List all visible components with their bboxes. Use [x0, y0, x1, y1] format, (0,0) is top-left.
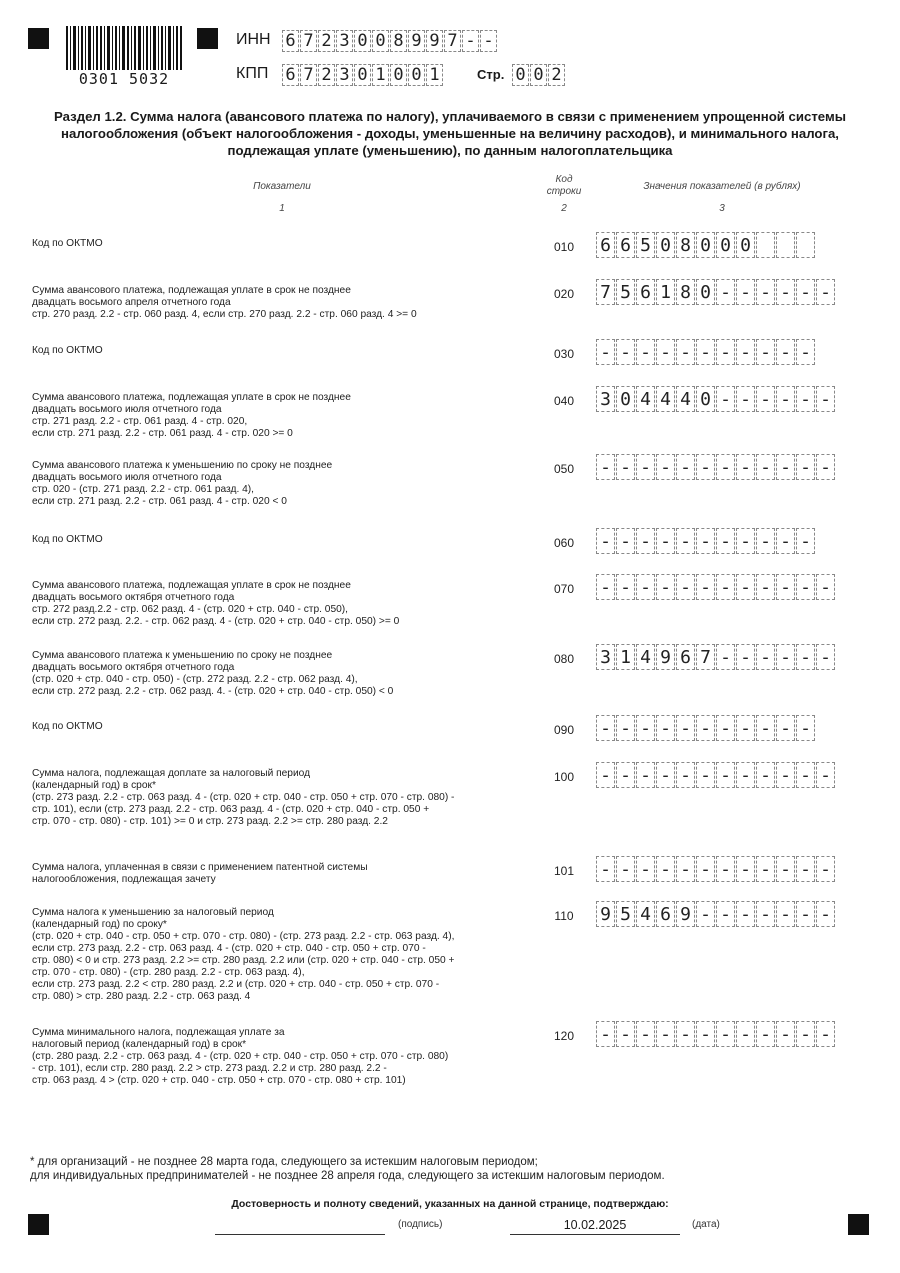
value-cell[interactable]: - [656, 1021, 675, 1047]
value-cell[interactable]: - [756, 762, 775, 788]
value-cell[interactable]: - [796, 528, 815, 554]
value-cell[interactable]: - [676, 339, 695, 365]
inn-cell[interactable]: 6 [282, 30, 299, 52]
row-101-description: Сумма налога, уплаченная в связи с применением патентной системы налогообложения, подлежащая зачету [32, 862, 368, 885]
value-cell[interactable]: 0 [656, 232, 675, 258]
value-cell[interactable]: 6 [676, 644, 695, 670]
value-cell[interactable]: - [716, 644, 735, 670]
value-cell[interactable]: - [816, 574, 835, 600]
confirmation-text: Достоверность и полноту сведений, указанных на данной странице, подтверждаю: [231, 1198, 669, 1210]
value-cell[interactable]: - [676, 574, 695, 600]
value-cell[interactable]: - [756, 454, 775, 480]
inn-cell[interactable]: 3 [336, 30, 353, 52]
row-080-value-field[interactable] [596, 644, 836, 670]
value-cell[interactable]: 4 [676, 386, 695, 412]
value-cell[interactable]: - [716, 574, 735, 600]
row-040-description: Сумма авансового платежа, подлежащая уплате в срок не позднее двадцать восьмого июля отчетного года стр. 271 разд. 2.2 - стр. 061 разд. 4 - стр. 020, если стр. 271 разд. 2.2 - стр. 061 разд. 4 - стр. 020 >= 0 [32, 392, 351, 439]
value-cell[interactable]: - [756, 1021, 775, 1047]
value-cell[interactable]: - [636, 1021, 655, 1047]
value-cell[interactable]: - [776, 279, 795, 305]
value-cell[interactable]: 1 [616, 644, 635, 670]
value-cell[interactable]: 6 [616, 232, 635, 258]
row-070-code: 070 [553, 582, 575, 596]
value-cell[interactable]: - [616, 762, 635, 788]
value-cell[interactable]: - [736, 901, 755, 927]
value-cell[interactable]: - [676, 715, 695, 741]
value-cell[interactable]: - [676, 528, 695, 554]
value-cell[interactable]: 6 [656, 901, 675, 927]
value-cell[interactable]: - [736, 528, 755, 554]
row-101-value-field[interactable] [596, 856, 836, 882]
value-cell[interactable]: - [696, 339, 715, 365]
value-cell[interactable]: - [776, 762, 795, 788]
row-060-description: Код по ОКТМО [32, 534, 103, 545]
value-cell[interactable]: - [716, 454, 735, 480]
value-cell[interactable]: - [656, 762, 675, 788]
value-cell[interactable]: - [776, 715, 795, 741]
value-cell[interactable]: - [736, 644, 755, 670]
row-030-code: 030 [553, 347, 575, 361]
kpp-cell[interactable]: 0 [390, 64, 407, 86]
row-100-description: Сумма налога, подлежащая доплате за налоговый период (календарный год) в срок* (стр. 273 разд. 2.2 - стр. 063 разд. 4 - (стр. 020 + стр. 040 - стр. 050 + стр. 070 - стр. 080) - стр. 101), если (стр. 273 разд. 2.2 - стр. 063 разд. 4 - (стр. 020 + стр. 040 - стр. 050 + стр. 070 - стр. 080) - стр. 101) >= 0 и стр. 273 разд. 2.2 >= стр. 280 разд. 2.2 [32, 768, 455, 827]
value-cell[interactable]: - [736, 279, 755, 305]
value-cell[interactable]: - [756, 856, 775, 882]
inn-cell[interactable]: - [462, 30, 479, 52]
value-cell[interactable]: - [736, 715, 755, 741]
row-030-description: Код по ОКТМО [32, 345, 103, 356]
row-050-description: Сумма авансового платежа к уменьшению по сроку не позднее двадцать восьмого июля отчетного года стр. 020 - (стр. 271 разд. 2.2 - стр. 061 разд. 4), если стр. 271 разд. 2.2 - стр. 061 разд. 4 - стр. 020 < 0 [32, 460, 333, 507]
value-cell[interactable]: - [636, 715, 655, 741]
date-line [510, 1234, 680, 1235]
page-cell[interactable]: 0 [512, 64, 529, 86]
value-cell[interactable]: - [676, 1021, 695, 1047]
value-cell[interactable]: - [596, 528, 615, 554]
value-cell[interactable]: 0 [696, 279, 715, 305]
value-cell[interactable]: - [796, 762, 815, 788]
inn-cell[interactable]: 9 [408, 30, 425, 52]
value-cell[interactable]: 8 [676, 279, 695, 305]
value-cell[interactable]: - [716, 1021, 735, 1047]
inn-label: ИНН [236, 31, 271, 48]
value-cell[interactable]: - [756, 339, 775, 365]
value-cell[interactable]: - [596, 574, 615, 600]
row-070-description: Сумма авансового платежа, подлежащая уплате в срок не позднее двадцать восьмого октября отчетного года стр. 272 разд.2.2 - стр. 062 разд. 4 - (стр. 020 + стр. 040 - стр. 050), если стр. 272 разд. 2.2. - стр. 062 разд. 4 - (стр. 020 + стр. 040 - стр. 050) >= 0 [32, 580, 400, 627]
value-cell[interactable]: 0 [736, 232, 755, 258]
value-cell[interactable]: - [656, 856, 675, 882]
column-header-code: Код строки [546, 174, 582, 197]
value-cell[interactable]: - [596, 856, 615, 882]
value-cell[interactable]: 5 [616, 901, 635, 927]
value-cell[interactable]: - [716, 856, 735, 882]
value-cell[interactable]: - [596, 454, 615, 480]
value-cell[interactable]: - [796, 279, 815, 305]
kpp-cell[interactable]: 0 [354, 64, 371, 86]
value-cell[interactable]: - [756, 386, 775, 412]
value-cell[interactable]: - [636, 454, 655, 480]
page-cell[interactable]: 2 [548, 64, 565, 86]
value-cell[interactable] [756, 232, 775, 258]
value-cell[interactable]: - [796, 386, 815, 412]
value-cell[interactable]: - [656, 339, 675, 365]
section-title: Раздел 1.2. Сумма налога (авансового платежа по налогу), уплачиваемого в связи с применением упрощенной системы налогообложения (объект налогообложения - доходы, уменьшенные на величину расходов), и минимального налога, подлежащая уплате (уменьшению), по данным налогоплательщика [54, 109, 846, 158]
value-cell[interactable]: - [816, 901, 835, 927]
corner-marker-bottom-left [28, 1214, 49, 1235]
date-caption: (дата) [692, 1219, 720, 1230]
value-cell[interactable]: - [776, 574, 795, 600]
kpp-cell[interactable]: 7 [300, 64, 317, 86]
kpp-cell[interactable]: 0 [408, 64, 425, 86]
value-cell[interactable]: 6 [596, 232, 615, 258]
column-header-indicators: Показатели [253, 181, 311, 192]
value-cell[interactable]: - [716, 762, 735, 788]
value-cell[interactable]: - [656, 454, 675, 480]
value-cell[interactable]: - [616, 1021, 635, 1047]
value-cell[interactable]: - [796, 339, 815, 365]
value-cell[interactable]: - [816, 386, 835, 412]
value-cell[interactable]: - [636, 574, 655, 600]
value-cell[interactable]: - [776, 901, 795, 927]
value-cell[interactable]: - [676, 856, 695, 882]
value-cell[interactable]: - [796, 454, 815, 480]
value-cell[interactable] [796, 232, 815, 258]
value-cell[interactable]: - [696, 901, 715, 927]
date-value: 10.02.2025 [563, 1218, 627, 1232]
value-cell[interactable]: - [696, 715, 715, 741]
row-020-value-field[interactable] [596, 279, 836, 305]
value-cell[interactable]: - [656, 715, 675, 741]
value-cell[interactable]: - [616, 339, 635, 365]
value-cell[interactable]: - [696, 528, 715, 554]
value-cell[interactable]: 3 [596, 386, 615, 412]
column-header-code-num: 2 [561, 203, 567, 214]
value-cell[interactable]: - [776, 1021, 795, 1047]
inn-cell[interactable]: 2 [318, 30, 335, 52]
row-020-code: 020 [553, 287, 575, 301]
column-header-indicators-num: 1 [279, 203, 285, 214]
value-cell[interactable]: 9 [596, 901, 615, 927]
value-cell[interactable]: - [736, 574, 755, 600]
value-cell[interactable]: - [816, 279, 835, 305]
row-100-code: 100 [553, 770, 575, 784]
value-cell[interactable]: - [776, 528, 795, 554]
value-cell[interactable]: - [816, 454, 835, 480]
value-cell[interactable]: - [816, 762, 835, 788]
value-cell[interactable]: - [636, 762, 655, 788]
value-cell[interactable]: - [756, 901, 775, 927]
value-cell[interactable]: - [776, 339, 795, 365]
value-cell[interactable]: - [696, 574, 715, 600]
inn-cell[interactable]: - [480, 30, 497, 52]
kpp-cell[interactable]: 6 [282, 64, 299, 86]
value-cell[interactable]: - [656, 574, 675, 600]
value-cell[interactable]: - [696, 1021, 715, 1047]
column-header-values: Значения показателей (в рублях) [643, 181, 801, 192]
row-110-value-field[interactable] [596, 901, 836, 927]
value-cell[interactable]: - [636, 339, 655, 365]
row-040-code: 040 [553, 394, 575, 408]
value-cell[interactable]: - [676, 454, 695, 480]
corner-marker-top-left [28, 28, 49, 49]
corner-marker-bottom-right [848, 1214, 869, 1235]
page-cell[interactable]: 0 [530, 64, 547, 86]
value-cell[interactable]: - [596, 339, 615, 365]
value-cell[interactable]: 5 [636, 232, 655, 258]
inn-cell[interactable]: 8 [390, 30, 407, 52]
value-cell[interactable]: 3 [596, 644, 615, 670]
value-cell[interactable]: 5 [616, 279, 635, 305]
kpp-label: КПП [236, 65, 269, 82]
value-cell[interactable]: - [696, 454, 715, 480]
inn-cell[interactable]: 0 [354, 30, 371, 52]
value-cell[interactable]: 0 [616, 386, 635, 412]
column-header-values-num: 3 [719, 203, 725, 214]
value-cell[interactable]: - [596, 1021, 615, 1047]
value-cell[interactable]: - [776, 644, 795, 670]
row-040-value-field[interactable] [596, 386, 836, 412]
value-cell[interactable]: - [736, 454, 755, 480]
value-cell[interactable]: - [716, 279, 735, 305]
value-cell[interactable]: - [616, 856, 635, 882]
value-cell[interactable]: - [736, 339, 755, 365]
row-110-description: Сумма налога к уменьшению за налоговый период (календарный год) по сроку* (стр. 020 + стр. 040 - стр. 050 + стр. 070 - стр. 080) - (стр. 273 разд. 2.2 - стр. 063 разд. 4), если стр. 273 разд. 2.2 - стр. 063 разд. 4 - (стр. 020 + стр. 040 - стр. 050 + стр. 070 - стр. 080) < 0 и стр. 273 разд. 2.2 >= стр. 280 разд. 2.2 или (стр. 020 + стр. 040 - стр. 050 + стр. 070 - стр. 080) - (стр. 280 разд. 2.2 - стр. 063 разд. 4), если стр. 273 разд. 2.2 < стр. 280 разд. 2.2 и (стр. 020 + стр. 040 - стр. 050 + стр. 070 - стр. 080) > стр. 280 разд. 2.2 - стр. 063 разд. 4 [32, 907, 455, 1002]
value-cell[interactable]: - [756, 644, 775, 670]
row-100-value-field[interactable] [596, 762, 836, 788]
value-cell[interactable]: - [796, 856, 815, 882]
value-cell[interactable]: - [816, 856, 835, 882]
value-cell[interactable]: - [816, 1021, 835, 1047]
value-cell[interactable] [776, 232, 795, 258]
row-120-code: 120 [553, 1029, 575, 1043]
row-010-value-field[interactable] [596, 232, 816, 258]
kpp-cell[interactable]: 3 [336, 64, 353, 86]
row-080-description: Сумма авансового платежа к уменьшению по сроку не позднее двадцать восьмого октября отчетного года (стр. 020 + стр. 040 - стр. 050) - (стр. 272 разд. 2.2 - стр. 062 разд. 4), если стр. 272 разд. 2.2 - стр. 062 разд. 4. - (стр. 020 + стр. 040 - стр. 050) < 0 [32, 650, 394, 697]
signature-line[interactable] [215, 1234, 385, 1235]
inn-cell[interactable]: 9 [426, 30, 443, 52]
value-cell[interactable]: - [736, 762, 755, 788]
value-cell[interactable]: - [676, 762, 695, 788]
row-110-code: 110 [554, 909, 574, 923]
value-cell[interactable]: - [616, 574, 635, 600]
value-cell[interactable]: - [816, 644, 835, 670]
inn-field [282, 30, 498, 52]
value-cell[interactable]: - [616, 715, 635, 741]
value-cell[interactable]: - [716, 715, 735, 741]
row-010-code: 010 [553, 240, 575, 254]
barcode [66, 26, 182, 70]
value-cell[interactable]: 7 [596, 279, 615, 305]
value-cell[interactable]: - [776, 856, 795, 882]
value-cell[interactable]: 4 [636, 901, 655, 927]
value-cell[interactable]: - [756, 715, 775, 741]
value-cell[interactable]: 8 [676, 232, 695, 258]
value-cell[interactable]: - [636, 528, 655, 554]
value-cell[interactable]: - [796, 715, 815, 741]
row-050-code: 050 [553, 462, 575, 476]
row-020-description: Сумма авансового платежа, подлежащая уплате в срок не позднее двадцать восьмого апреля отчетного года стр. 270 разд. 2.2 - стр. 060 разд. 4, если стр. 270 разд. 2.2 - стр. 060 разд. 4 >= 0 [32, 285, 417, 320]
page-number-field [512, 64, 566, 86]
signature-caption: (подпись) [398, 1219, 443, 1230]
row-090-code: 090 [553, 723, 575, 737]
value-cell[interactable]: - [736, 386, 755, 412]
kpp-cell[interactable]: 2 [318, 64, 335, 86]
value-cell[interactable]: - [596, 762, 615, 788]
value-cell[interactable]: - [716, 528, 735, 554]
row-101-code: 101 [553, 864, 575, 878]
value-cell[interactable]: 6 [636, 279, 655, 305]
row-120-value-field[interactable] [596, 1021, 836, 1047]
row-080-code: 080 [553, 652, 575, 666]
value-cell[interactable]: 4 [656, 386, 675, 412]
inn-cell[interactable]: 0 [372, 30, 389, 52]
value-cell[interactable]: - [796, 574, 815, 600]
corner-marker-top-right [197, 28, 218, 49]
value-cell[interactable]: - [736, 1021, 755, 1047]
value-cell[interactable]: - [596, 715, 615, 741]
value-cell[interactable]: 1 [656, 279, 675, 305]
value-cell[interactable]: - [716, 339, 735, 365]
value-cell[interactable]: - [756, 574, 775, 600]
row-060-value-field[interactable] [596, 528, 816, 554]
kpp-cell[interactable]: 1 [372, 64, 389, 86]
value-cell[interactable]: - [636, 856, 655, 882]
value-cell[interactable]: - [616, 528, 635, 554]
row-090-value-field[interactable] [596, 715, 816, 741]
barcode-number: 0301 5032 [78, 70, 170, 88]
value-cell[interactable]: - [696, 856, 715, 882]
value-cell[interactable]: 9 [676, 901, 695, 927]
inn-cell[interactable]: 7 [444, 30, 461, 52]
row-090-description: Код по ОКТМО [32, 721, 103, 732]
value-cell[interactable]: - [696, 762, 715, 788]
value-cell[interactable]: - [656, 528, 675, 554]
row-060-code: 060 [553, 536, 575, 550]
value-cell[interactable]: - [716, 901, 735, 927]
value-cell[interactable]: - [796, 1021, 815, 1047]
value-cell[interactable]: 9 [656, 644, 675, 670]
kpp-field [282, 64, 444, 86]
value-cell[interactable]: 0 [696, 386, 715, 412]
footnote: * для организаций - не позднее 28 марта года, следующего за истекшим налоговым периодом; для индивидуальных предпринимателей - не позднее 28 апреля года, следующего за истекшим налоговым периодом. [30, 1156, 665, 1182]
value-cell[interactable]: 0 [696, 232, 715, 258]
value-cell[interactable]: 4 [636, 644, 655, 670]
value-cell[interactable]: - [736, 856, 755, 882]
row-070-value-field[interactable] [596, 574, 836, 600]
row-120-description: Сумма минимального налога, подлежащая уплате за налоговый период (календарный год) в срок* (стр. 280 разд. 2.2 - стр. 063 разд. 4 - (стр. 020 + стр. 040 - стр. 050 + стр. 070 - стр. 080) - стр. 101), если стр. 280 разд. 2.2 > стр. 273 разд. 2.2 и стр. 280 разд. 2.2 - стр. 063 разд. 4 > (стр. 020 + стр. 040 - стр. 050 + стр. 070 - стр. 080 + стр. 101) [32, 1027, 449, 1086]
value-cell[interactable]: - [756, 279, 775, 305]
value-cell[interactable]: - [776, 386, 795, 412]
row-030-value-field[interactable] [596, 339, 816, 365]
value-cell[interactable]: - [776, 454, 795, 480]
value-cell[interactable]: - [796, 901, 815, 927]
value-cell[interactable]: - [756, 528, 775, 554]
row-010-description: Код по ОКТМО [32, 238, 103, 249]
row-050-value-field[interactable] [596, 454, 836, 480]
inn-cell[interactable]: 7 [300, 30, 317, 52]
kpp-cell[interactable]: 1 [426, 64, 443, 86]
value-cell[interactable]: 0 [716, 232, 735, 258]
page-label: Стр. [477, 67, 505, 82]
value-cell[interactable]: - [616, 454, 635, 480]
value-cell[interactable]: - [796, 644, 815, 670]
value-cell[interactable]: - [716, 386, 735, 412]
value-cell[interactable]: 7 [696, 644, 715, 670]
value-cell[interactable]: 4 [636, 386, 655, 412]
